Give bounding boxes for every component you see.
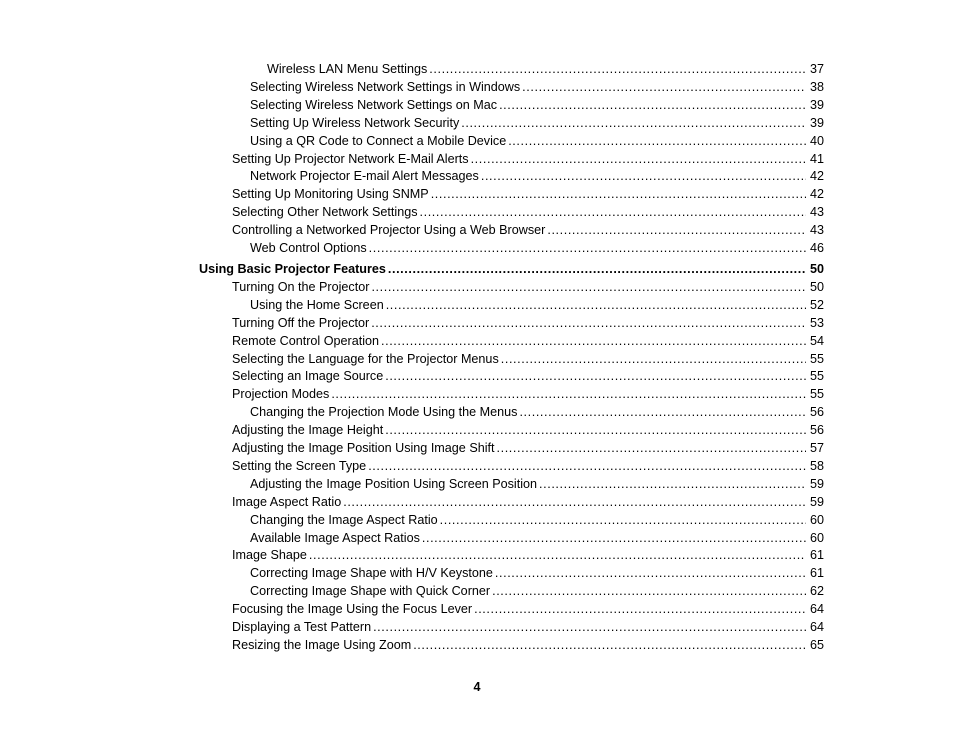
toc-entry-title: Available Image Aspect Ratios	[250, 530, 420, 545]
toc-entry[interactable]	[232, 185, 824, 203]
toc-entry[interactable]	[250, 511, 824, 529]
toc-entry[interactable]	[250, 529, 824, 547]
toc-entry-page: 62	[809, 584, 824, 599]
toc-entry-title: Adjusting the Image Position Using Screen Position	[250, 476, 538, 491]
toc-entry-page: 55	[809, 369, 824, 384]
toc-entry-title: Setting Up Wireless Network Security	[250, 115, 460, 130]
toc-entry-page: 46	[809, 241, 824, 255]
toc-entry-title: Displaying a Test Pattern	[232, 620, 372, 634]
toc-entry-page: 57	[809, 441, 824, 455]
dot-leader	[381, 332, 806, 350]
toc-entry-title: Image Aspect Ratio	[232, 494, 342, 509]
toc-entry[interactable]	[232, 600, 824, 618]
toc-entry-page: 59	[809, 476, 824, 491]
dot-leader	[388, 260, 806, 278]
toc-entry[interactable]	[232, 421, 824, 439]
toc-entry-page: 64	[809, 620, 824, 634]
dot-leader	[522, 78, 806, 96]
dot-leader	[386, 296, 806, 314]
toc-entry-page: 56	[809, 423, 824, 438]
toc-entry[interactable]	[232, 278, 824, 296]
dot-leader	[368, 457, 806, 475]
toc-entry[interactable]	[232, 618, 824, 636]
dot-leader	[501, 350, 806, 368]
toc-entry-title: Adjusting the Image Position Using Image Shift	[232, 441, 495, 455]
toc-entry-page: 41	[809, 151, 824, 166]
dot-leader	[495, 564, 806, 582]
toc-entry-title: Turning On the Projector	[232, 279, 370, 294]
toc-entry[interactable]	[250, 403, 824, 421]
toc-entry[interactable]	[250, 167, 824, 185]
toc-entry-page: 43	[809, 223, 824, 238]
toc-entry-title: Setting the Screen Type	[232, 458, 367, 473]
toc-entry-page: 60	[809, 512, 824, 527]
toc-entry-page: 37	[809, 62, 824, 76]
dot-leader	[371, 278, 806, 296]
toc-entry[interactable]	[232, 367, 824, 385]
dot-leader	[497, 439, 806, 457]
dot-leader	[369, 239, 806, 257]
toc-entry-page: 59	[809, 494, 824, 509]
dot-leader	[547, 221, 806, 239]
toc-entry[interactable]	[232, 493, 824, 511]
toc-entry-title: Remote Control Operation	[232, 333, 379, 348]
toc-entry-title: Image Shape	[232, 548, 307, 563]
dot-leader	[331, 385, 806, 403]
toc-entry-page: 43	[809, 205, 824, 220]
toc-entry[interactable]	[232, 314, 824, 332]
toc-entry-page: 39	[809, 97, 824, 112]
toc-entry-title: Using Basic Projector Features	[199, 261, 386, 276]
toc-entry-title: Wireless LAN Menu Settings	[267, 62, 428, 76]
toc-entry-page: 64	[809, 602, 824, 617]
toc-entry[interactable]	[250, 114, 824, 132]
toc-entry-title: Setting Up Projector Network E-Mail Alerts	[232, 151, 469, 166]
dot-leader	[422, 529, 806, 547]
dot-leader	[413, 636, 806, 654]
toc-entry-title: Selecting Other Network Settings	[232, 205, 418, 220]
toc-entry[interactable]	[232, 439, 824, 457]
dot-leader	[474, 600, 806, 618]
toc-entry[interactable]	[232, 636, 824, 654]
toc-entry[interactable]	[250, 296, 824, 314]
dot-leader	[371, 314, 806, 332]
toc-entry-page: 54	[809, 333, 824, 348]
toc-entry-page: 65	[809, 637, 824, 652]
toc-entry[interactable]	[250, 132, 824, 150]
toc-entry-title: Changing the Image Aspect Ratio	[250, 512, 438, 527]
toc-entry-page: 42	[809, 169, 824, 184]
toc-entry-page: 52	[809, 297, 824, 312]
toc-entry-page: 53	[809, 315, 824, 330]
dot-leader	[508, 132, 806, 150]
toc-entry-title: Network Projector E-mail Alert Messages	[250, 169, 479, 184]
toc-entry[interactable]	[250, 582, 824, 600]
toc-entry[interactable]	[232, 332, 824, 350]
dot-leader	[539, 475, 806, 493]
toc-entry-page: 50	[809, 279, 824, 294]
toc-entry[interactable]	[232, 221, 824, 239]
toc-entry[interactable]	[232, 150, 824, 168]
dot-leader	[431, 185, 806, 203]
toc-entry-title: Adjusting the Image Height	[232, 423, 384, 438]
toc-entry-title: Selecting Wireless Network Settings in Windows	[250, 79, 521, 94]
toc-entry-page: 38	[809, 79, 824, 94]
dot-leader	[519, 403, 806, 421]
toc-entry-page: 55	[809, 351, 824, 366]
toc-entry[interactable]	[250, 78, 824, 96]
toc-entry-page: 58	[809, 458, 824, 473]
toc-entry-page: 61	[809, 566, 824, 581]
toc-entry[interactable]	[250, 96, 824, 114]
toc-entry-title: Resizing the Image Using Zoom	[232, 637, 412, 652]
toc-entry[interactable]	[232, 350, 824, 368]
toc-entry-title: Changing the Projection Mode Using the Menus	[250, 405, 518, 420]
dot-leader	[461, 114, 806, 132]
toc-entry-title: Turning Off the Projector	[232, 315, 370, 330]
dot-leader	[429, 60, 806, 78]
toc-entry-page: 42	[809, 187, 824, 202]
toc-entry-page: 56	[809, 405, 824, 420]
toc-entry-title: Projection Modes	[232, 387, 330, 402]
toc-entry-title: Setting Up Monitoring Using SNMP	[232, 187, 429, 202]
toc-entry-title: Using a QR Code to Connect a Mobile Device	[250, 133, 507, 148]
dot-leader	[420, 203, 806, 221]
toc-entry-title: Correcting Image Shape with Quick Corner	[250, 584, 491, 599]
dot-leader	[309, 546, 806, 564]
dot-leader	[373, 618, 806, 636]
toc-entry-title: Focusing the Image Using the Focus Lever	[232, 602, 473, 617]
toc-entry-title: Controlling a Networked Projector Using a Web Browser	[232, 223, 546, 238]
page-number: 4	[473, 680, 481, 694]
toc-entry[interactable]	[232, 203, 824, 221]
toc-entry-page: 50	[809, 261, 824, 276]
toc-entry[interactable]	[232, 457, 824, 475]
toc-chapter-entry[interactable]	[199, 260, 824, 278]
dot-leader	[481, 167, 806, 185]
toc-entry[interactable]	[250, 239, 824, 257]
toc-entry-page: 55	[809, 387, 824, 402]
toc-entry-title: Using the Home Screen	[250, 297, 384, 312]
toc-entry[interactable]	[250, 564, 824, 582]
toc-entry-title: Web Control Options	[250, 241, 367, 255]
dot-leader	[343, 493, 806, 511]
toc-entry-page: 40	[809, 133, 824, 148]
toc-entry-title: Selecting the Language for the Projector Menus	[232, 351, 499, 366]
toc-entry[interactable]	[232, 385, 824, 403]
dot-leader	[492, 582, 806, 600]
toc-entry-page: 39	[809, 115, 824, 130]
toc-entry-title: Correcting Image Shape with H/V Keystone	[250, 566, 493, 581]
dot-leader	[385, 367, 806, 385]
toc-entry-title: Selecting Wireless Network Settings on Mac	[250, 97, 498, 112]
toc-entry-page: 60	[809, 530, 824, 545]
dot-leader	[499, 96, 806, 114]
toc-entry-title: Selecting an Image Source	[232, 369, 384, 384]
toc-entry[interactable]	[232, 546, 824, 564]
toc-entry[interactable]	[250, 475, 824, 493]
dot-leader	[440, 511, 806, 529]
dot-leader	[471, 150, 806, 168]
toc-entry-page: 61	[809, 548, 824, 563]
toc-entry[interactable]	[267, 60, 824, 78]
dot-leader	[385, 421, 806, 439]
